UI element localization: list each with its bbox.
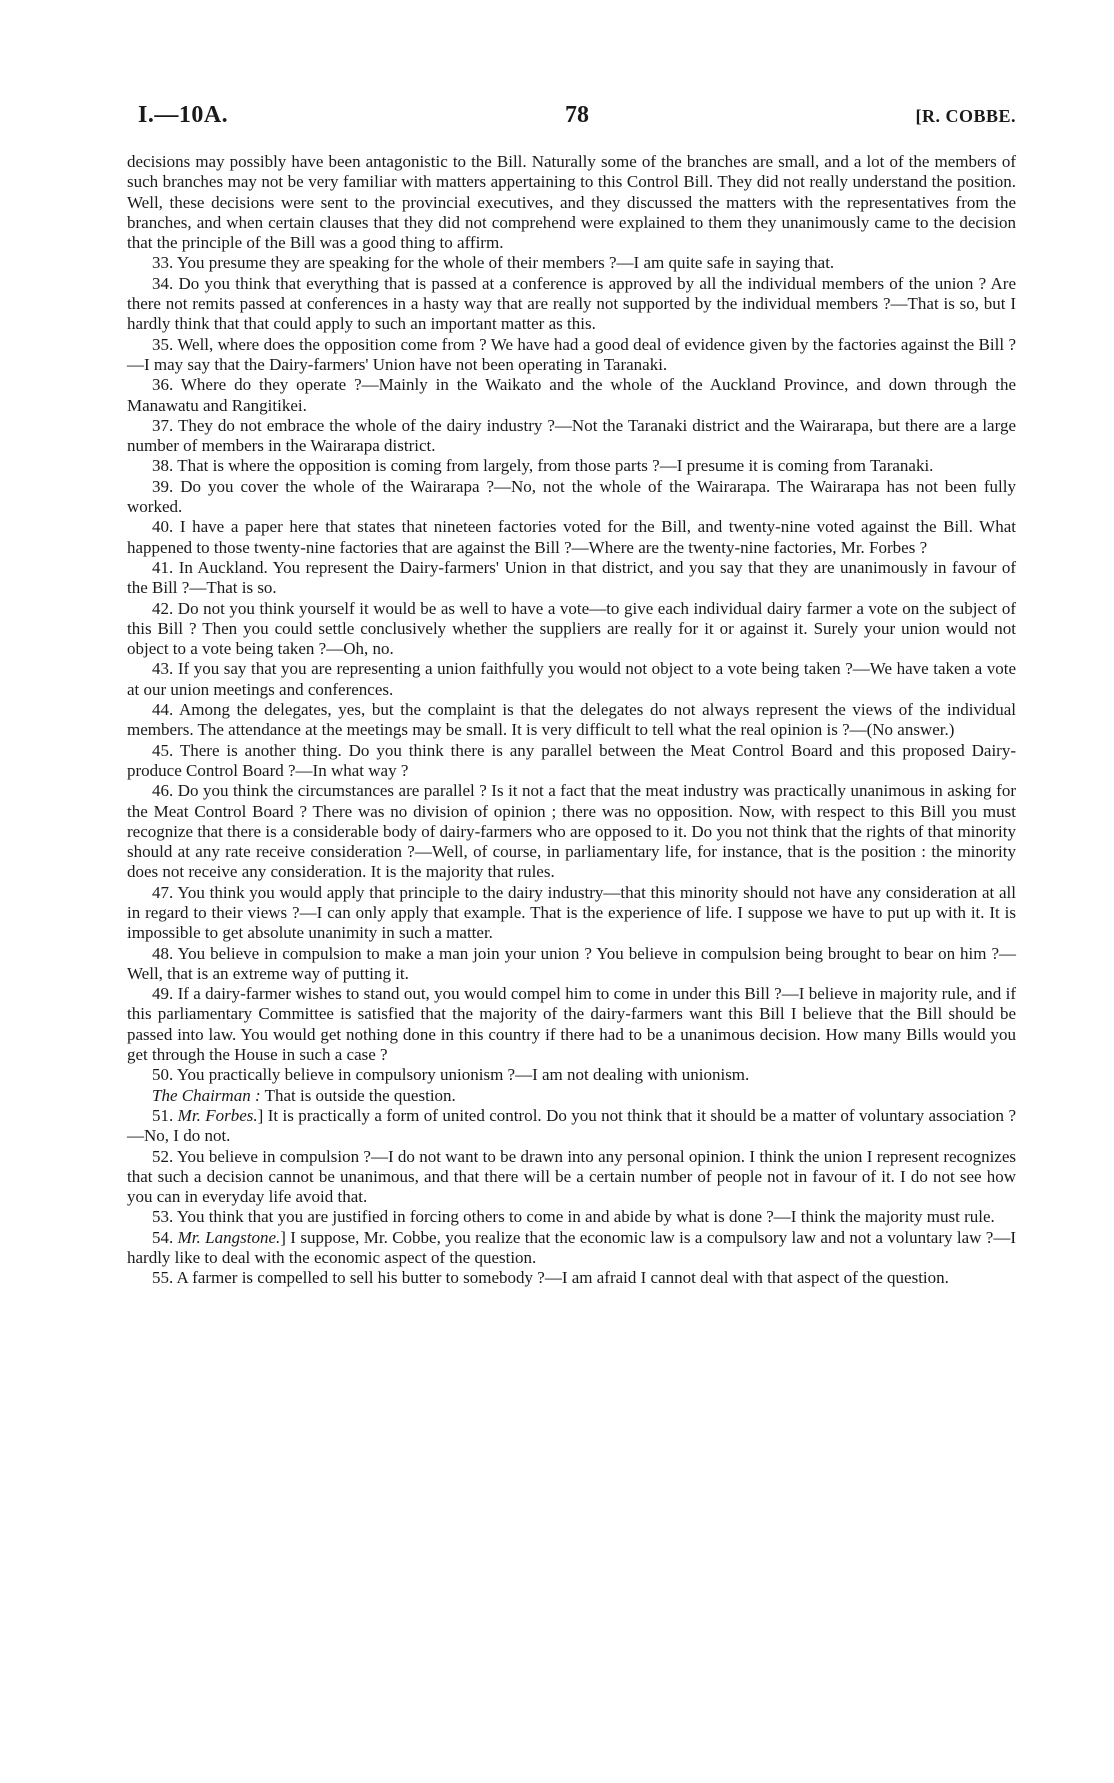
paragraph-text: 43. If you say that you are representing a union faithfully you would not object to a vote being taken ?—We have taken a vote at our union meetings and conferences. [127, 659, 1016, 699]
paragraph-text: 47. You think you would apply that principle to the dairy industry—that this minority should not have any consideration at all in regard to their views ?—I can only apply that example. That is the experience of life. I suppose we have to put up with it. It is impossible to get absolute unanimity in such a matter. [127, 882, 1016, 943]
question-number: 54. [152, 1227, 178, 1247]
paragraph [127, 274, 1016, 335]
paragraph [127, 741, 1016, 782]
paragraph-text: 33. You presume they are speaking for the whole of their members ?—I am quite safe in saying that. [152, 253, 835, 273]
paragraph [127, 558, 1016, 599]
page-number: 78 [565, 102, 589, 128]
paragraph-text: 34. Do you think that everything that is passed at a conference is approved by all the individual members of the union ? Are there not remits passed at conferences in a hasty way that are really not supported by the individual members ?—That is so, but I hardly think that that could apply to such an important matter as this. [127, 273, 1016, 334]
paragraph-text: 48. You believe in compulsion to make a man join your union ? You believe in compulsion being brought to bear on him ?—Well, that is an extreme way of putting it. [127, 943, 1016, 983]
paragraph-text: 38. That is where the opposition is coming from largely, from those parts ?—I presume it is coming from Taranaki. [152, 456, 934, 476]
paragraph-text: 46. Do you think the circumstances are parallel ? Is it not a fact that the meat industry was practically unanimous in asking for the Meat Control Board ? There was no division of opinion ; there was no opposition. Now, with respect to this Bill you must recognize that there is a considerable body of dairy-farmers who are opposed to it. Do you not think that the rights of that minority should at any rate receive consideration ?—Well, of course, in parliamentary life, for instance, that is the position : the minority does not receive any consideration. It is the majority that rules. [127, 781, 1016, 882]
paragraph [127, 944, 1016, 985]
paragraph [127, 1228, 1016, 1269]
paragraph-text: 50. You practically believe in compulsory unionism ?—I am not dealing with unionism. [152, 1065, 750, 1085]
paragraph [127, 1147, 1016, 1208]
paragraph-text: 55. A farmer is compelled to sell his butter to somebody ?—I am afraid I cannot deal with that aspect of the question. [152, 1268, 949, 1288]
paragraph-text: 39. Do you cover the whole of the Wairarapa ?—No, not the whole of the Wairarapa. The Wairarapa has not been fully worked. [127, 476, 1016, 517]
paragraph [127, 1106, 1016, 1147]
paragraph [127, 984, 1016, 1065]
paragraph [127, 477, 1016, 518]
paragraph [127, 456, 1016, 476]
paragraph [127, 1207, 1016, 1227]
paragraph-text: decisions may possibly have been antagonistic to the Bill. Naturally some of the branches are small, and a lot of the members of such branches may not be very familiar with matters appertaining to this Control Bill. They did not really understand the position. Well, these decisions were sent to the provincial executives, and they discussed the matters with the representatives from the branches, and when certain clauses that they did not comprehend were explained to them they unanimously came to the decision that the principle of the Bill was a good thing to affirm. [127, 152, 1016, 253]
paragraph-text: 44. Among the delegates, yes, but the complaint is that the delegates do not always represent the views of the individual members. The attendance at the meetings may be small. It is very difficult to tell what the real opinion is ?—(No answer.) [127, 700, 1016, 740]
paragraph [127, 335, 1016, 376]
paragraph [127, 416, 1016, 457]
question-number: 51. [152, 1105, 178, 1125]
paragraph-text: 53. You think that you are justified in forcing others to come in and abide by what is done ?—I think the majority must rule. [152, 1207, 995, 1227]
paragraph-text: 42. Do not you think yourself it would be as well to have a vote—to give each individual dairy farmer a vote on the subject of this Bill ? Then you could settle conclusively whether the suppliers are really for it or against it. Surely your union would not object to a vote being taken ?—Oh, no. [127, 598, 1016, 659]
paragraph-text: ] It is practically a form of united control. Do you not think that it should be a matter of voluntary association ?—No, I do not. [127, 1105, 1017, 1146]
speaker-name: Mr. Langstone. [177, 1227, 281, 1247]
speaker-name: Mr. Forbes. [177, 1105, 258, 1125]
paragraph [127, 1268, 1016, 1288]
paragraph-text: 40. I have a paper here that states that nineteen factories voted for the Bill, and twenty-nine voted against the Bill. What happened to those twenty-nine factories that are against the Bill ?—Where are the twenty-nine factories, Mr. Forbes ? [127, 517, 1016, 557]
paragraph [127, 659, 1016, 700]
paragraph-text: ] I suppose, Mr. Cobbe, you realize that the economic law is a compulsory law and not a voluntary law ?—I hardly like to deal with the economic aspect of the question. [127, 1227, 1017, 1268]
paper-reference: I.—10A. [138, 102, 229, 128]
paragraph [127, 599, 1016, 660]
paragraph-text: 36. Where do they operate ?—Mainly in the Waikato and the whole of the Auckland Province, and down through the Manawatu and Rangitikei. [127, 375, 1016, 415]
speaker-name: The Chairman : [152, 1085, 261, 1105]
paragraph-text: That is outside the question. [260, 1085, 456, 1105]
witness-name: [R. COBBE. [915, 106, 1016, 126]
paragraph [127, 883, 1016, 944]
paragraph [127, 781, 1016, 882]
paragraph [127, 375, 1016, 416]
paragraph [127, 517, 1016, 558]
page-body [127, 152, 1016, 1289]
paragraph [127, 1065, 1016, 1085]
page-header [138, 102, 1016, 142]
paragraph-text: 37. They do not embrace the whole of the dairy industry ?—Not the Taranaki district and the Wairarapa, but there are a large number of members in the Wairarapa district. [127, 415, 1016, 456]
paragraph-text: 52. You believe in compulsion ?—I do not want to be drawn into any personal opinion. I think the union I represent recognizes that such a decision cannot be unanimous, and that there will be a certain number of people not in favour of it. I do not see how you can in everyday life avoid that. [127, 1146, 1016, 1207]
paragraph [127, 700, 1016, 741]
paragraph [127, 152, 1016, 253]
paragraph-text: 35. Well, where does the opposition come from ? We have had a good deal of evidence given by the factories against the Bill ?—I may say that the Dairy-farmers' Union have not been operating in Taranaki. [127, 334, 1016, 374]
paragraph [127, 253, 1016, 273]
paragraph-text: 41. In Auckland. You represent the Dairy-farmers' Union in that district, and you say that they are unanimously in favour of the Bill ?—That is so. [127, 557, 1016, 598]
paragraph-text: 49. If a dairy-farmer wishes to stand out, you would compel him to come in under this Bill ?—I believe in majority rule, and if this parliamentary Committee is satisfied that the majority of the dairy-farmers want this Bill I believe that the Bill should be passed into law. You would get nothing done in this country if there had to be a unanimous decision. How many Bills would you get through the House in such a case ? [127, 984, 1016, 1065]
paragraph [127, 1086, 1016, 1106]
paragraph-text: 45. There is another thing. Do you think there is any parallel between the Meat Control Board and this proposed Dairy-produce Control Board ?—In what way ? [127, 740, 1016, 780]
